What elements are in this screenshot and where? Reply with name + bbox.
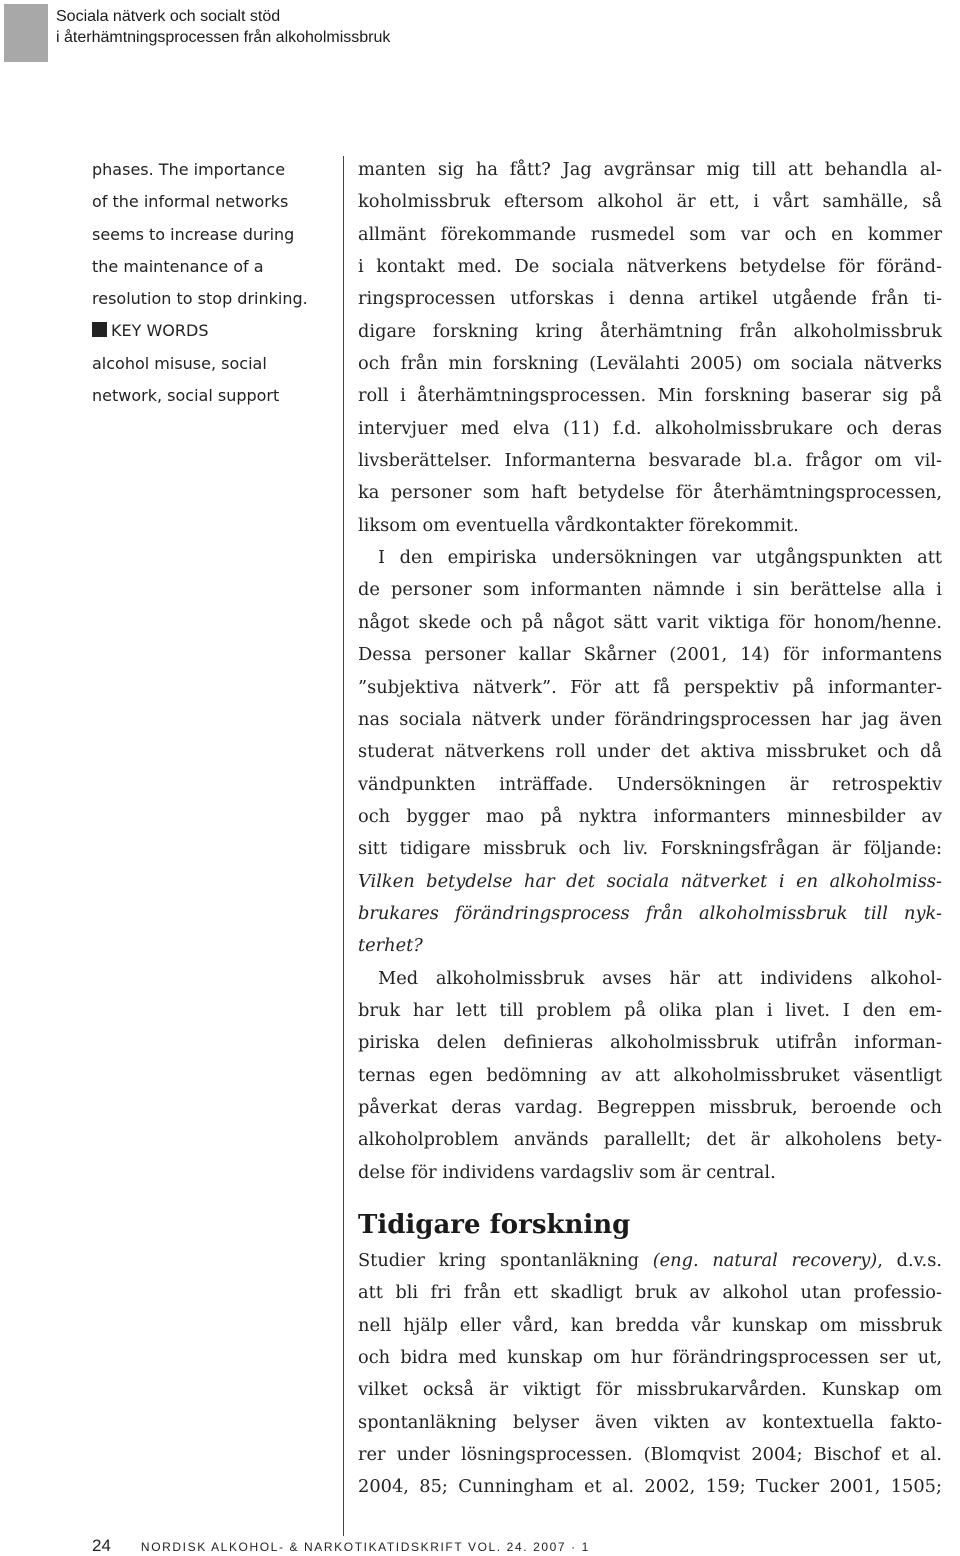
body-line: bruk har lett till problem på olika plan i livet. I den em- [358,999,942,1021]
research-question-text: Vilken betydelse har det sociala nätverket i en alkoholmiss- [358,870,942,892]
abstract-line: phases. The importance [92,160,286,179]
page-footer [92,1536,590,1556]
body-line: 2004, 85; Cunningham et al. 2002, 159; Tucker 2001, 1505; [358,1476,942,1498]
body-line: och bidra med kunskap om hur förändringsprocessen ser ut, [358,1347,942,1369]
body-line: vilket också är viktigt för missbrukarvården. Kunskap om [358,1379,942,1401]
column-divider [343,156,344,1536]
body-line: nell hjälp eller vård, kan bredda vår kunskap om missbruk [358,1314,942,1336]
body-line: ternas egen bedömning av att alkoholmissbruket väsentligt [358,1064,942,1086]
running-header-line-2: i återhämtningsprocessen från alkoholmissbruk [56,29,391,46]
body-line [358,1245,942,1277]
body-line: manten sig ha fått? Jag avgränsar mig till att behandla al- [358,159,942,180]
body-line: intervjuer med elva (11) f.d. alkoholmissbrukare och deras [358,417,942,439]
body-line: vändpunkten inträffade. Undersökningen är retrospektiv [358,773,942,795]
header-gray-box [4,4,48,62]
keywords-label: KEY WORDS [111,321,209,341]
body-line: delse för individens vardagsliv som är central. [358,1161,776,1183]
running-header-line-1: Sociala nätverk och socialt stöd [56,8,281,25]
body-line: piriska delen definieras alkoholmissbruk utifrån informan- [358,1032,942,1054]
keywords-heading [92,315,332,347]
journal-name: NORDISK ALKOHOL- & NARKOTIKATIDSKRIFT VOL. 24. 2007 · 1 [140,1540,590,1554]
body-line: ka personer som haft betydelse för återhämtningsprocessen, [358,482,942,504]
body-line: nas sociala nätverk under förändringsprocessen har jag även [358,708,942,730]
research-question-text: terhet? [358,935,423,957]
body-line: ”subjektiva nätverk”. För att få perspektiv på informanter- [358,676,942,698]
body-line: och bygger mao på nyktra informanters minnesbilder av [358,805,942,827]
body-line: de personer som informanten nämnde i sin berättelse alla i [358,579,942,601]
body-line: Dessa personer kallar Skårner (2001, 14) för informantens [358,644,942,666]
research-question-line [358,866,942,898]
research-question-line [358,898,942,930]
running-header [56,6,390,48]
body-line: i kontakt med. De sociala nätverkens betydelse för föränd- [358,256,942,278]
abstract-sidebar [92,154,332,412]
body-line: spontanläkning belyser även vikten av kontextuella fakto- [358,1411,942,1433]
body-line: alkoholproblem används parallellt; det är alkoholens bety- [358,1129,942,1151]
abstract-line: seems to increase during [92,224,295,244]
body-line: sitt tidigare missbruk och liv. Forskningsfrågan är följande: [358,838,942,860]
research-question-line [358,930,942,962]
body-line: roll i återhämtningsprocessen. Min forskning baserar sig på [358,385,942,407]
body-line: att bli fri från ett skadligt bruk av alkohol utan professio- [358,1282,942,1304]
body-line: Med alkoholmissbruk avses här att individens alkohol- [378,967,942,989]
section-heading: Tidigare forskning [358,1210,631,1240]
body-line: ringsprocessen utforskas i denna artikel utgående från ti- [358,288,942,310]
main-text-column [358,154,942,1504]
body-line: påverkat deras vardag. Begreppen missbruk, beroende och [358,1096,942,1118]
keywords-square-icon [92,322,107,337]
body-line: studerat nätverkens roll under det aktiva missbruket och då [358,741,942,763]
abstract-line: resolution to stop drinking. [92,289,308,309]
body-line: digare forskning kring återhämtning från alkoholmissbruk [358,320,942,342]
body-line: koholmissbruk eftersom alkohol är ett, i vårt samhälle, så [358,191,942,213]
body-line: och från min forskning (Levälahti 2005) om sociala nätverks [358,353,942,375]
body-text: Studier kring spontanläkning [358,1250,653,1271]
body-line: något skede och på något sätt varit viktiga för honom/henne. [358,611,942,633]
abstract-line: the maintenance of a [92,256,264,276]
body-text: , d.v.s. [877,1250,942,1271]
body-line: liksom om eventuella vårdkontakter förekommit. [358,514,799,536]
page-number: 24 [92,1536,111,1555]
abstract-line: of the informal networks [92,192,289,212]
keywords-line: alcohol misuse, social [92,353,267,373]
keywords-line: network, social support [92,386,280,406]
body-line: rer under lösningsprocessen. (Blomqvist 2004; Bischof et al. [358,1444,942,1466]
research-question-text: brukares förändringsprocess från alkoholmissbruk till nyk- [358,902,942,924]
body-italic-text: (eng. natural recovery) [652,1250,878,1271]
body-line: livsberättelser. Informanterna besvarade bl.a. frågor om vil- [358,450,942,472]
body-line: I den empiriska undersökningen var utgångspunkten att [378,547,942,569]
body-line: allmänt förekommande rusmedel som var och en kommer [358,223,942,245]
